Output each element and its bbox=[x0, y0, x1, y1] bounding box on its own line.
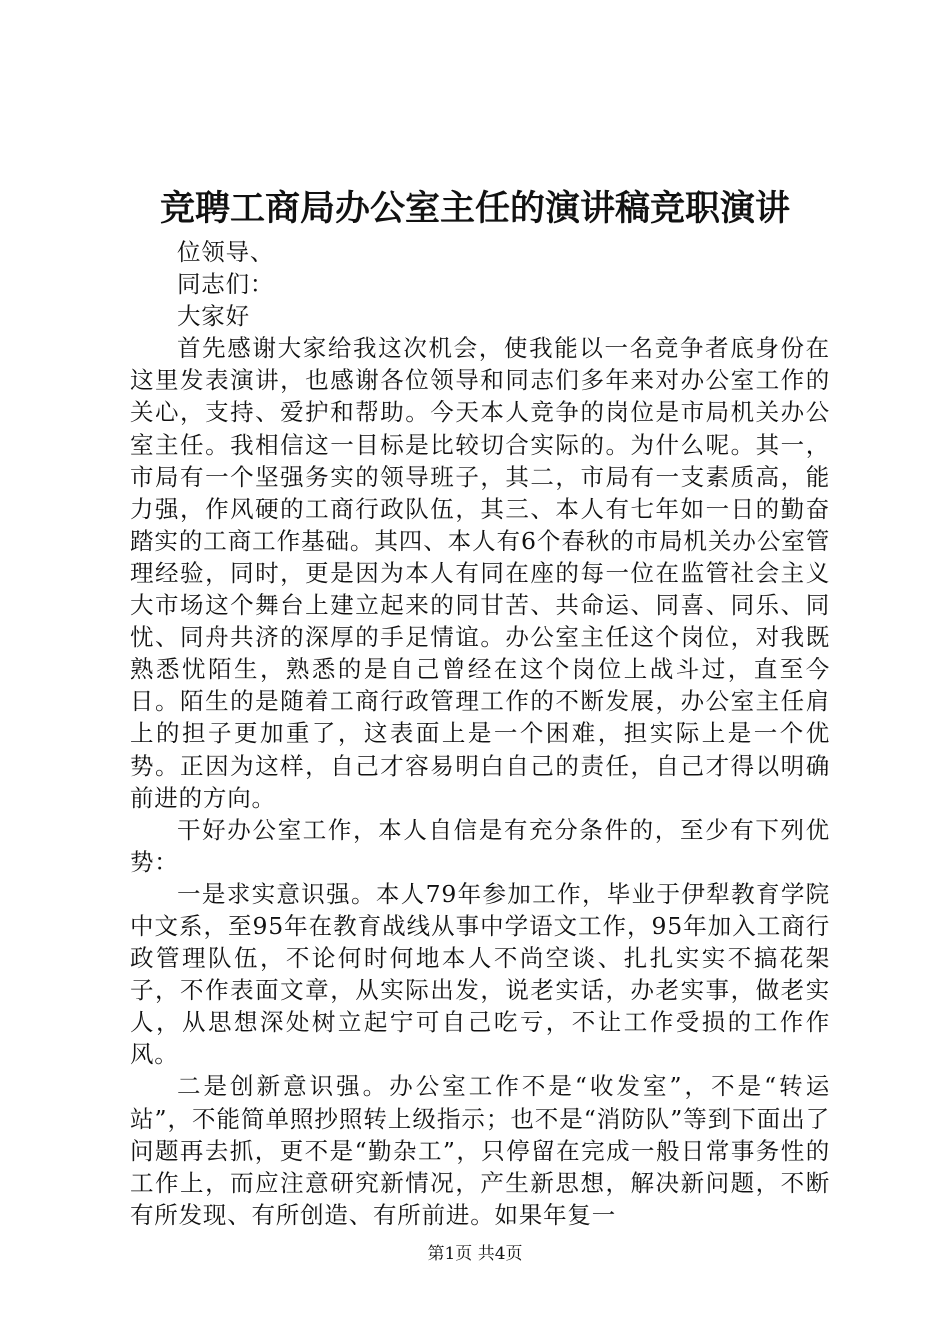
document-body bbox=[130, 236, 830, 1231]
paragraph: 一是求实意识强。本人79年参加工作，毕业于伊犁教育学院中文系，至95年在教育战线从事中学语文工作，95年加入工商行政管理队伍，不论何时何地本人不尚空谈、扎扎实实不搞花架子，不作表面文章，从实际出发，说老实话，办老实事，做老实人，从思想深处树立起宁可自己吃亏，不让工作受损的工作作风。 bbox=[130, 879, 830, 1069]
document-title: 竞聘工商局办公室主任的演讲稿竞职演讲 bbox=[159, 188, 790, 229]
greeting-line: 位领导、 bbox=[177, 238, 275, 266]
paragraph: 二是创新意识强。办公室工作不是“收发室”，不是“转运站”，不能简单照抄照转上级指示；也不是“消防队”等到下面出了问题再去抓，更不是“勤杂工”，只停留在完成一般日常事务性的工作上，而应注意研究新情况，产生新思想，解决新问题，不断有所发现、有所创造、有所前进。如果年复一 bbox=[130, 1072, 830, 1229]
paragraph: 干好办公室工作，本人自信是有充分条件的，至少有下列优势： bbox=[130, 815, 830, 876]
paragraph: 首先感谢大家给我这次机会，使我能以一名竞争者底身份在这里发表演讲，也感谢各位领导和同志们多年来对办公室工作的关心，支持、爱护和帮助。今天本人竞争的岗位是市局机关办公室主任。我相信这一目标是比较切合实际的。为什么呢。其一，市局有一个坚强务实的领导班子，其二，市局有一支素质高，能力强，作风硬的工商行政队伍，其三、本人有七年如一日的勤奋踏实的工商工作基础。其四、本人有6个春秋的市局机关办公室管理经验，同时，更是因为本人有同在座的每一位在监管社会主义大市场这个舞台上建立起来的同甘苦、共命运、同喜、同乐、同忧、同舟共济的深厚的手足情谊。办公室主任这个岗位，对我既熟悉忧陌生，熟悉的是自己曾经在这个岗位上战斗过，直至今日。陌生的是随着工商行政管理工作的不断发展，办公室主任肩上的担子更加重了，这表面上是一个困难，担实际上是一个优势。正因为这样，自己才容易明白自己的责任，自己才得以明确前进的方向。 bbox=[130, 334, 830, 812]
greeting-line: 大家好 bbox=[177, 302, 250, 331]
greeting-line: 同志们： bbox=[177, 270, 275, 299]
page-number-footer: 第1页 共4页 bbox=[427, 1244, 523, 1264]
